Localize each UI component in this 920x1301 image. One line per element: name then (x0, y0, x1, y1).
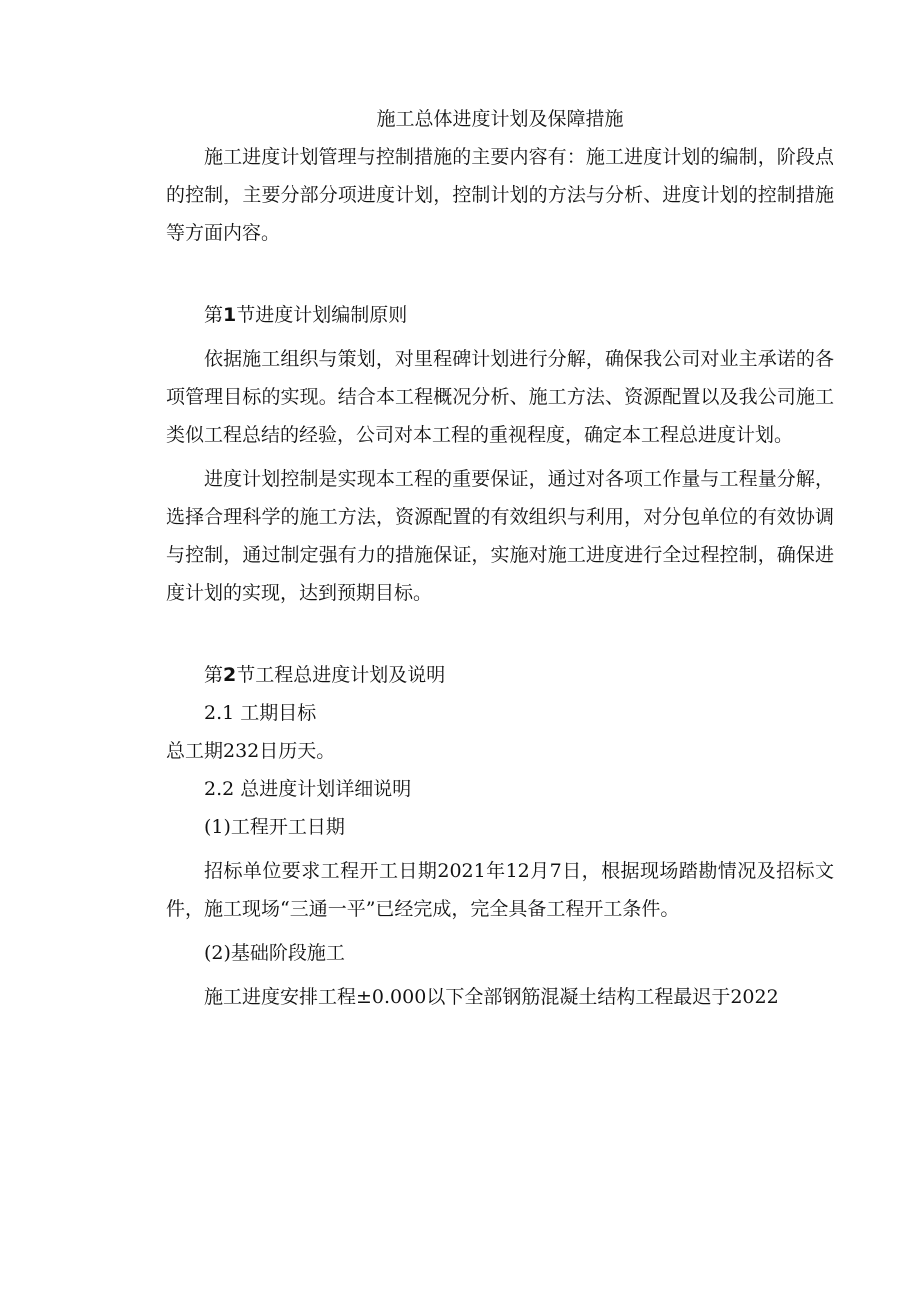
item-2-text: 施工进度安排工程±0.000以下全部钢筋混凝土结构工程最迟于2022 (204, 986, 779, 1008)
section-1-paragraph-2: 进度计划控制是实现本工程的重要保证，通过对各项工作量与工程量分解，选择合理科学的施工方法，资源配置的有效组织与利用，对分包单位的有效协调与控制，通过制定强有力的措施保证，实施对施工进度进行全过程控制，确保进度计划的实现，达到预期目标。 (166, 468, 834, 604)
subsection-2-2-title: 2.2 总进度计划详细说明 (204, 778, 412, 800)
section-2-heading (166, 656, 834, 694)
item-1-title: (1)工程开工日期 (204, 816, 345, 838)
section-2-title: 节工程总进度计划及说明 (236, 664, 446, 686)
spacer (166, 612, 834, 650)
section-1-number: 1 (223, 304, 237, 326)
section-2-prefix: 第 (204, 664, 224, 686)
section-1-prefix: 第 (204, 304, 224, 326)
spacer (166, 252, 834, 290)
intro-paragraph: 施工进度计划管理与控制措施的主要内容有：施工进度计划的编制，阶段点的控制，主要分部分项进度计划，控制计划的方法与分析、进度计划的控制措施等方面内容。 (166, 146, 834, 244)
document-title: 施工总体进度计划及保障措施 (376, 108, 624, 130)
subsection-2-1-text: 总工期232日历天。 (166, 740, 336, 762)
section-1-paragraph-1: 依据施工组织与策划，对里程碑计划进行分解，确保我公司对业主承诺的各项管理目标的实现。结合本工程概况分析、施工方法、资源配置以及我公司施工类似工程总结的经验，公司对本工程的重视程度，确定本工程总进度计划。 (166, 348, 834, 446)
item-1-text: 招标单位要求工程开工日期2021年12月7日，根据现场踏勘情况及招标文件，施工现场“三通一平”已经完成，完全具备工程开工条件。 (166, 860, 834, 920)
document-body (166, 100, 834, 1016)
subsection-2-1-title: 2.1 工期目标 (204, 702, 317, 724)
section-1-heading (166, 296, 834, 334)
section-2-number: 2 (223, 664, 237, 686)
section-1-title: 节进度计划编制原则 (236, 304, 408, 326)
item-2-title: (2)基础阶段施工 (204, 942, 345, 964)
